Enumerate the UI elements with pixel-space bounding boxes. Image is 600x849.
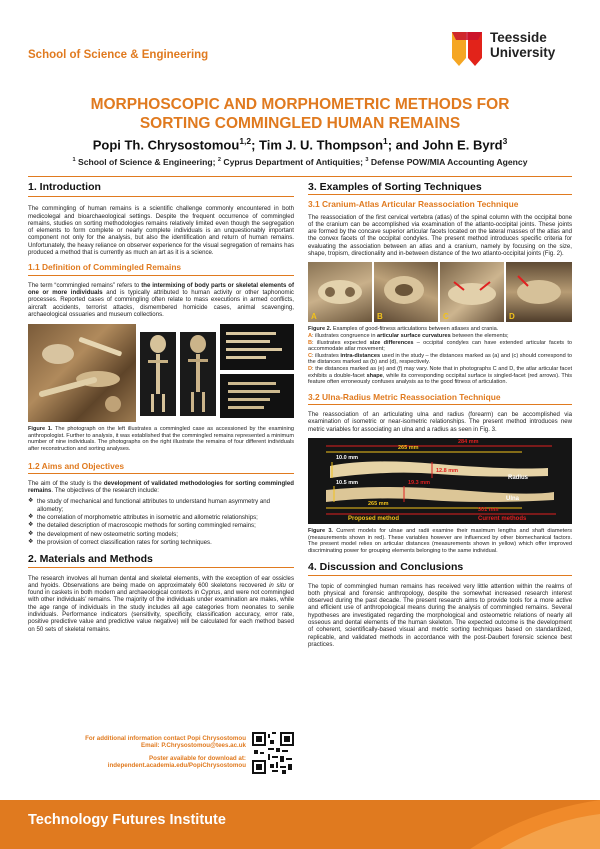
figure-2-key-b: B [308, 339, 313, 346]
left-column [28, 181, 294, 638]
atlas-photo-d [506, 262, 572, 322]
width-10: 10.0 mm [336, 454, 359, 461]
cranium-heading: 3.1 Cranium-Atlas Articular Reassociation Technique [308, 199, 519, 210]
photo-label-c: C [443, 312, 449, 322]
author-sep-1: ; [251, 137, 260, 153]
objective-item: ❖ the study of mechanical and functional attributes to understand human asymmetry and allometry; [28, 498, 294, 513]
footer-wave-icon [470, 800, 600, 849]
bone-pile-drawing [28, 324, 136, 422]
discussion-heading: 4. Discussion and Conclusions [308, 561, 464, 574]
figure-2-c-text-b: used in the study – the distances marked as (a) and (c) should correspond to the distances marked as (b) and (d), respectively. [308, 352, 572, 366]
figure-1-caption [28, 426, 294, 452]
materials-text-b: or found in caskets in both modern and archaeological contexts in Cyprus, and were not commingled with other individuals’ remains. The majority of the individuals under examination are males, while the age range of individuals in the study includes all age categories from neonates to senile individuals. Performance indicators (sensitivity, specificity, classification accuracy, error rate, positive predictive value and predictive value negative) will be calculated for each method based on 50 sets of skeletal remains. [28, 581, 294, 633]
university-name-line1: Teesside [490, 30, 547, 45]
ulna-underline [308, 404, 572, 405]
examples-heading: 3. Examples of Sorting Techniques [308, 181, 482, 193]
contact-download-link[interactable]: independent.academia.edu/PopiChrysostomou [107, 761, 246, 769]
width-105: 10.5 mm [336, 479, 359, 486]
university-logo [448, 28, 588, 72]
materials-italic: in situ [269, 581, 286, 589]
width-193: 19.3 mm [408, 479, 431, 486]
poster-title [0, 95, 600, 133]
aims-heading: 1.2 Aims and Objectives [28, 460, 125, 471]
aims-bold: development of validated methodologies for sorting commingled remains [28, 479, 294, 495]
materials-text [28, 575, 294, 633]
figure-2-b-bold: size differences [369, 339, 414, 346]
affil-2: Cyprus Department of Antiquities; [221, 157, 366, 167]
objective-item: ❖ the correlation of morphometric attributes in isometric and allometric relationships; [28, 514, 294, 521]
materials-text-a: The research involves all human dental and skeletal elements, with the exception of ear ossicles and hyoids. Observations are being made on approximately 600 skeletons recovered [28, 574, 294, 589]
figure-1-label: Figure 1. [28, 426, 53, 433]
university-shield-icon [448, 28, 486, 72]
author-3-sup: 3 [502, 136, 508, 146]
definition-underline [28, 275, 294, 276]
figure-3-caption [308, 528, 572, 554]
examples-underline [308, 194, 572, 195]
figure-3-caption-text: Current models for ulnae and radii examine their maximum lengths and shaft diameters (measurements shown in red). These variables however are influenced by other biomechanical factors. The present model relies on articular distances (measurements shown in yellow) which offer improved discriminating power for grouping elements belonging to the same individual. [308, 527, 572, 554]
poster-title-line1: MORPHOSCOPIC AND MORPHOMETRIC METHODS FOR [90, 96, 510, 113]
sorted-individual-photo-2 [180, 332, 216, 416]
contact-email[interactable]: Email: P.Chrysostomou@tees.ac.uk [141, 742, 246, 750]
figure-2-photos [308, 262, 572, 322]
aims-text-a: The aim of the study is the [28, 479, 104, 487]
aims-underline [28, 473, 294, 474]
figure-1-photos [28, 324, 294, 422]
figure-2-key-c: C [308, 352, 313, 359]
affil-1: School of Science & Engineering; [75, 157, 218, 167]
affil-3-num: 3 [365, 157, 369, 164]
objective-item: ❖ the development of new osteometric sorting models; [28, 531, 294, 538]
affil-1-num: 1 [72, 157, 76, 164]
commingled-remains-photo [28, 324, 136, 422]
figure-2-a-text-a: : illustrates congruence in [312, 332, 378, 339]
discussion-underline [308, 575, 572, 576]
definition-text [28, 282, 294, 318]
definition-bold: the intermixing of body parts or skeletal elements of one or more individuals [28, 281, 294, 296]
radius-label: Radius [508, 474, 529, 481]
school-name: School of Science & Engineering [28, 49, 209, 61]
qr-code[interactable] [252, 732, 294, 774]
footer-institute: Technology Futures Institute [28, 812, 226, 828]
aims-text [28, 480, 294, 495]
affil-2-num: 2 [217, 157, 222, 164]
intro-text: The commingling of human remains is a scientific challenge commonly encountered in both medicolegal and bioarchaeological settings. Despite the frequent occurrence of commingled remains, studies on sorting methodologies remains relatively limited even though the segregation of elements to form complete or nearly complete individuals is an unquestionably important component not only for the analysis, but also the identification and return of human remains. Unfortunately, the heavy reliance on observer experience for the visual segregation of remains has produced a method that is currently as much an art as it is a science. [28, 205, 294, 257]
figure-2-intro: Examples of good-fitness articulations between atlases and crania. [331, 326, 499, 333]
figure-2-d-text-a: : the distances marked as (e) and (f) may vary. Note that in photographs C and D, the atlar articular facet exhibits a double-facet [308, 365, 572, 379]
sorted-individual-photo-3 [220, 324, 294, 370]
figure-2-c-text-a: : illustrates [312, 352, 341, 359]
photo-label-d: D [509, 312, 515, 322]
materials-underline [28, 567, 294, 568]
atlas-photo-c [440, 262, 504, 322]
cranium-text: The reassociation of the first cervical vertebra (atlas) of the spinal column with the occipital bone of the cranium can be accomplished via examination of the atlanto-occipital joints. These joints are formed by the concave superior articular facets located on the lateral masses of the atlas and the convex facets of the occipital condyles. The present method introduces specific criteria for evaluating the association between an atlas and a cranium, namely by focusing on the size, shape, tropism, directionality and in-between distance of the two atlanto-occipital joints (Fig. 2). [308, 213, 572, 258]
contact-line-3: Poster available for download at: [149, 754, 246, 762]
intro-underline [28, 194, 294, 197]
sorted-individual-photo-4 [220, 374, 294, 418]
figure-2-caption [308, 326, 572, 385]
photo-label-b: B [377, 312, 383, 322]
photo-label-a: A [311, 312, 317, 322]
length-301: 301 mm [478, 506, 499, 513]
author-1: Popi Th. Chrysostomou [92, 137, 240, 153]
materials-heading: 2. Materials and Methods [28, 553, 153, 566]
header-divider [28, 176, 572, 177]
intro-heading: 1. Introduction [28, 181, 101, 193]
objective-item: ❖ the provision of correct classification rates for sorting techniques. [28, 539, 294, 546]
length-265-bottom: 265 mm [368, 500, 389, 507]
figure-2-key-a: A [308, 332, 313, 339]
ulna-label: Ulna [506, 495, 520, 502]
sorted-individual-photo-1 [140, 332, 176, 416]
author-2-sup: 1 [383, 136, 388, 146]
atlas-photo-b [374, 262, 438, 322]
length-284: 284 mm [458, 438, 479, 445]
author-1-sup: 1,2 [239, 136, 252, 146]
figure-2-c-bold: intra-distances [340, 352, 381, 359]
contact-block [40, 735, 246, 769]
ulna-heading: 3.2 Ulna-Radius Metric Reassociation Technique [308, 391, 501, 402]
poster-title-line2: SORTING COMMINGLED HUMAN REMAINS [139, 115, 461, 132]
figure-2-d-text-b: , while its corresponding occipital surface is singled-facet (red arrows). This feature often erroneously confuses analysis as to the good fitness of articulation. [308, 372, 572, 386]
figure-2-label: Figure 2. [308, 326, 332, 333]
figure-3-diagram [308, 438, 572, 524]
ulna-text: The reassociation of an articulating ulna and radius (forearm) can be accomplished via examination of isometric or near-isometric relationships. The present method introduces new metric variables for associating an ulna and a radius as seen in Fig. 3. [308, 411, 572, 433]
definition-text-a: The term “commingled remains” refers to [28, 281, 142, 289]
author-list [0, 136, 600, 152]
length-265-top: 265 mm [398, 444, 419, 451]
figure-2-a-bold: articular surface curvatures [377, 332, 451, 339]
affil-3: Defense POW/MIA Accounting Agency [368, 157, 528, 167]
figure-2-b-text-b: – occipital condyles can have extended articular facets to accommodate atlar movement; [308, 339, 572, 353]
affiliations [0, 157, 600, 167]
author-sep-2: ; and [387, 137, 423, 153]
right-column [308, 181, 572, 653]
figure-2-key-d: D [308, 365, 313, 372]
objective-item: ❖ the detailed description of macroscopic methods for sorting commingled remains; [28, 522, 294, 529]
definition-text-b: and is typically attributed to human activity or other taphonomic processes. Reported cases of commingling often relate to mass executions in armed conflicts, aircraft accidents, terrorist attacks, dismembered homicide cases, animal scavenging, archaeological ossuaries and museum collections. [28, 288, 294, 318]
figure-2-b-text-a: : illustrates expected [312, 339, 370, 346]
atlas-photo-a [308, 262, 372, 322]
figure-1-caption-text: The photograph on the left illustrates a commingled case as accessioned by the examining anthropologist. Further to analysis, it was established that the commingled remains represented a minimum number of nine individuals. The photographs on the right illustrate the remains of four different individuals after reconstruction and sorting analyses. [28, 426, 294, 452]
university-name-line2: University [490, 45, 556, 60]
contact-line-1: For additional information contact Popi Chrysostomou [85, 735, 246, 742]
author-2: Tim J. U. Thompson [259, 137, 384, 153]
figure-3-label: Figure 3. [308, 527, 333, 534]
discussion-text: The topic of commingled human remains has received very little attention within the realms of both physical and forensic anthropology, despite the somewhat increased research interest observed during the past decade. The present research aims to provide tools for a more active and efficient use of anthropological means during the analysis of commingled remains. Several hypotheses are investigated regarding the morphological and osteometric relations of nearly all osseous and dental elements of the human skeleton. The expected outcome is the development of coherent, scientifically-based visual and metric sorting techniques based on standardized, replicable, and validated methods in accordance with the post-Daubert forensic science best practices. [308, 582, 572, 648]
author-3: John E. Byrd [422, 137, 503, 153]
figure-2-a-text-b: between the elements; [450, 332, 509, 339]
width-12: 12.8 mm [436, 467, 459, 474]
current-methods-label: Current methods [478, 515, 527, 522]
objectives-list [28, 498, 294, 546]
aims-text-b: . The objectives of the research include: [51, 487, 159, 495]
figure-2-d-bold: shape [366, 372, 383, 379]
proposed-method-label: Proposed method [348, 515, 400, 522]
definition-heading: 1.1 Definition of Commingled Remains [28, 262, 182, 273]
